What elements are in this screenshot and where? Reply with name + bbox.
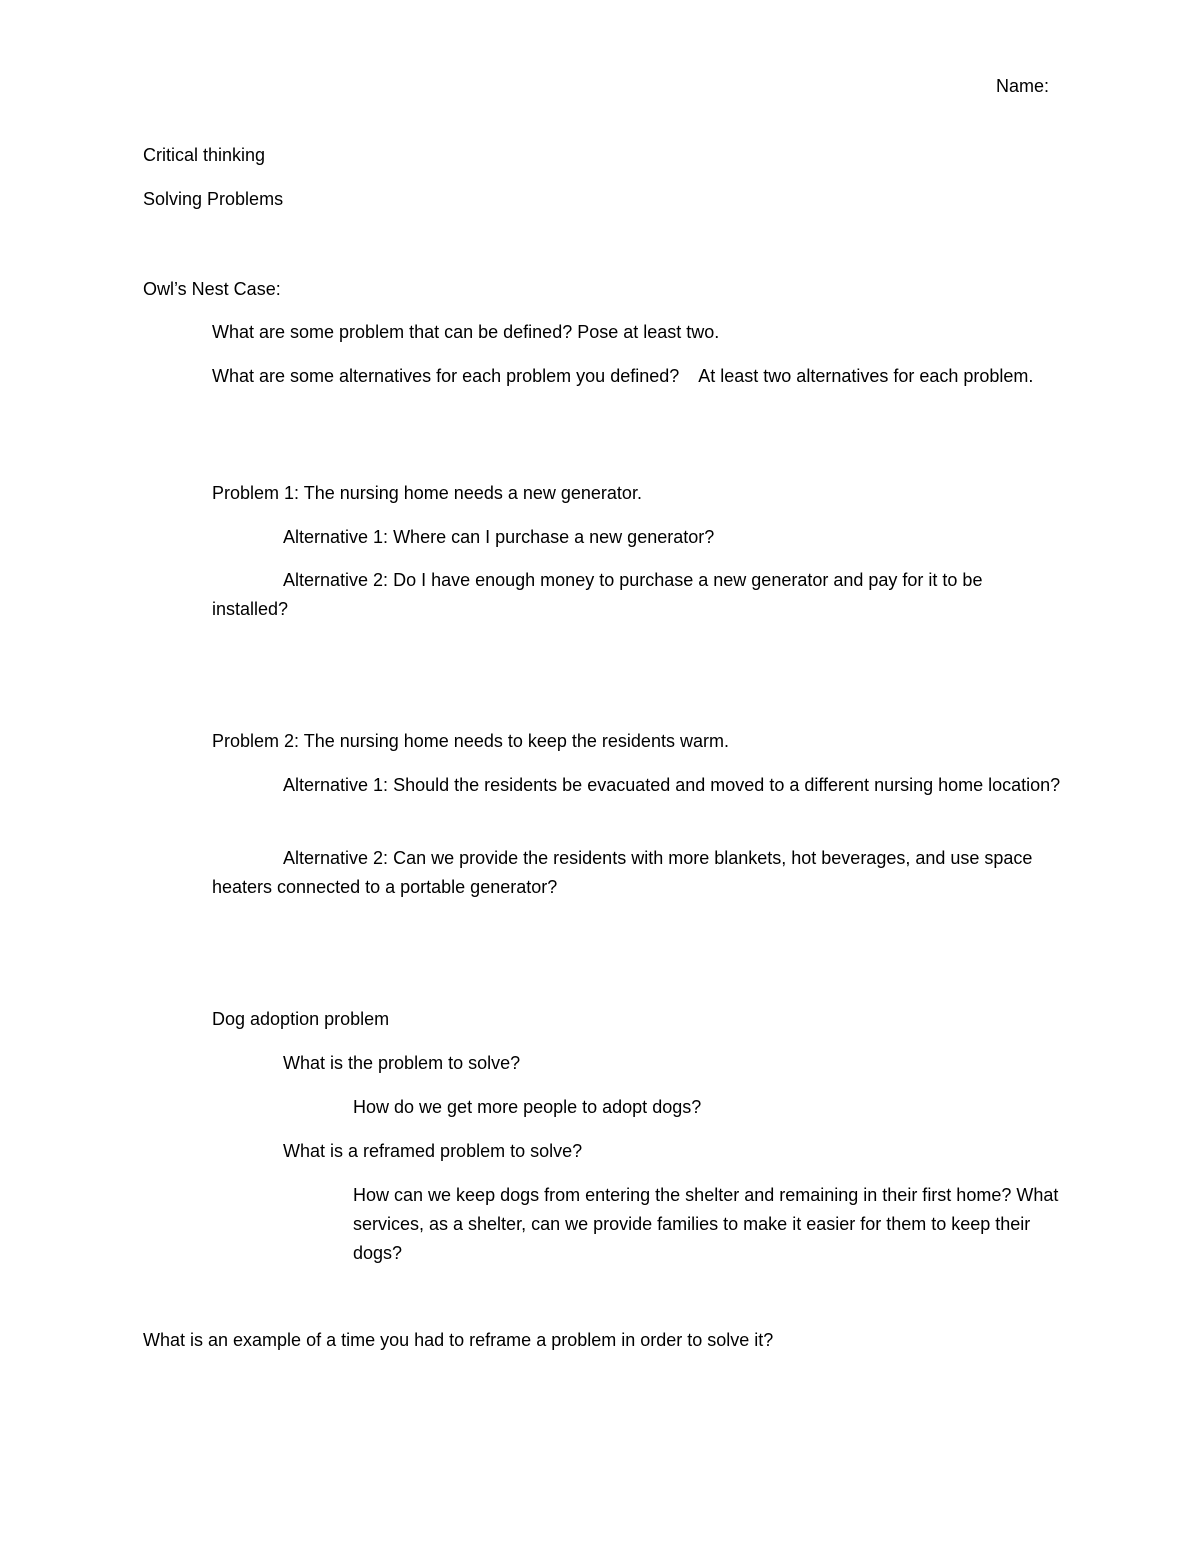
problem-1-label: Problem 1: [212, 483, 300, 503]
dog-answer-1: How do we get more people to adopt dogs? [353, 1097, 702, 1117]
dog-adoption-heading: Dog adoption problem [212, 1009, 390, 1029]
alternative-text: Can we provide the residents with more blankets, hot beverages, and use space heaters connected to a portable generator? [212, 848, 1033, 897]
alternative-text: Should the residents be evacuated and moved to a different nursing home location? [388, 775, 1061, 795]
problem-1 [212, 479, 642, 508]
course-title: Critical thinking [143, 145, 266, 165]
problem-1-text: The nursing home needs a new generator. [299, 483, 642, 503]
problem-1-alternative-2 [212, 566, 1062, 624]
problem-2 [212, 727, 729, 756]
name-label: Name: [996, 76, 1050, 96]
dog-question-1: What is the problem to solve? [283, 1053, 521, 1073]
problem-1-alternative-1 [283, 523, 714, 552]
case-heading: Owl’s Nest Case: [143, 279, 281, 299]
alternative-label: Alternative 2: [283, 848, 389, 868]
alternative-label: Alternative 1: [283, 527, 389, 547]
problem-2-alternative-1 [212, 771, 1067, 800]
case-question-1: What are some problem that can be defined? Pose at least two. [212, 322, 720, 342]
dog-question-2: What is a reframed problem to solve? [283, 1141, 583, 1161]
alternative-text: Where can I purchase a new generator? [388, 527, 715, 547]
problem-2-alternative-2 [212, 844, 1062, 902]
dog-answer-2: How can we keep dogs from entering the shelter and remaining in their first home? What services, as a shelter, can we provide families to make it easier for them to keep their dogs? [353, 1185, 1059, 1263]
problem-2-label: Problem 2: [212, 731, 300, 751]
alternative-label: Alternative 2: [283, 570, 389, 590]
topic-title: Solving Problems [143, 189, 284, 209]
final-question: What is an example of a time you had to reframe a problem in order to solve it? [143, 1330, 774, 1350]
problem-2-text: The nursing home needs to keep the residents warm. [299, 731, 729, 751]
alternative-label: Alternative 1: [283, 775, 389, 795]
alternative-text: Do I have enough money to purchase a new generator and pay for it to be installed? [212, 570, 983, 619]
case-question-2: What are some alternatives for each problem you defined? At least two alternatives for each problem. [212, 366, 1034, 386]
